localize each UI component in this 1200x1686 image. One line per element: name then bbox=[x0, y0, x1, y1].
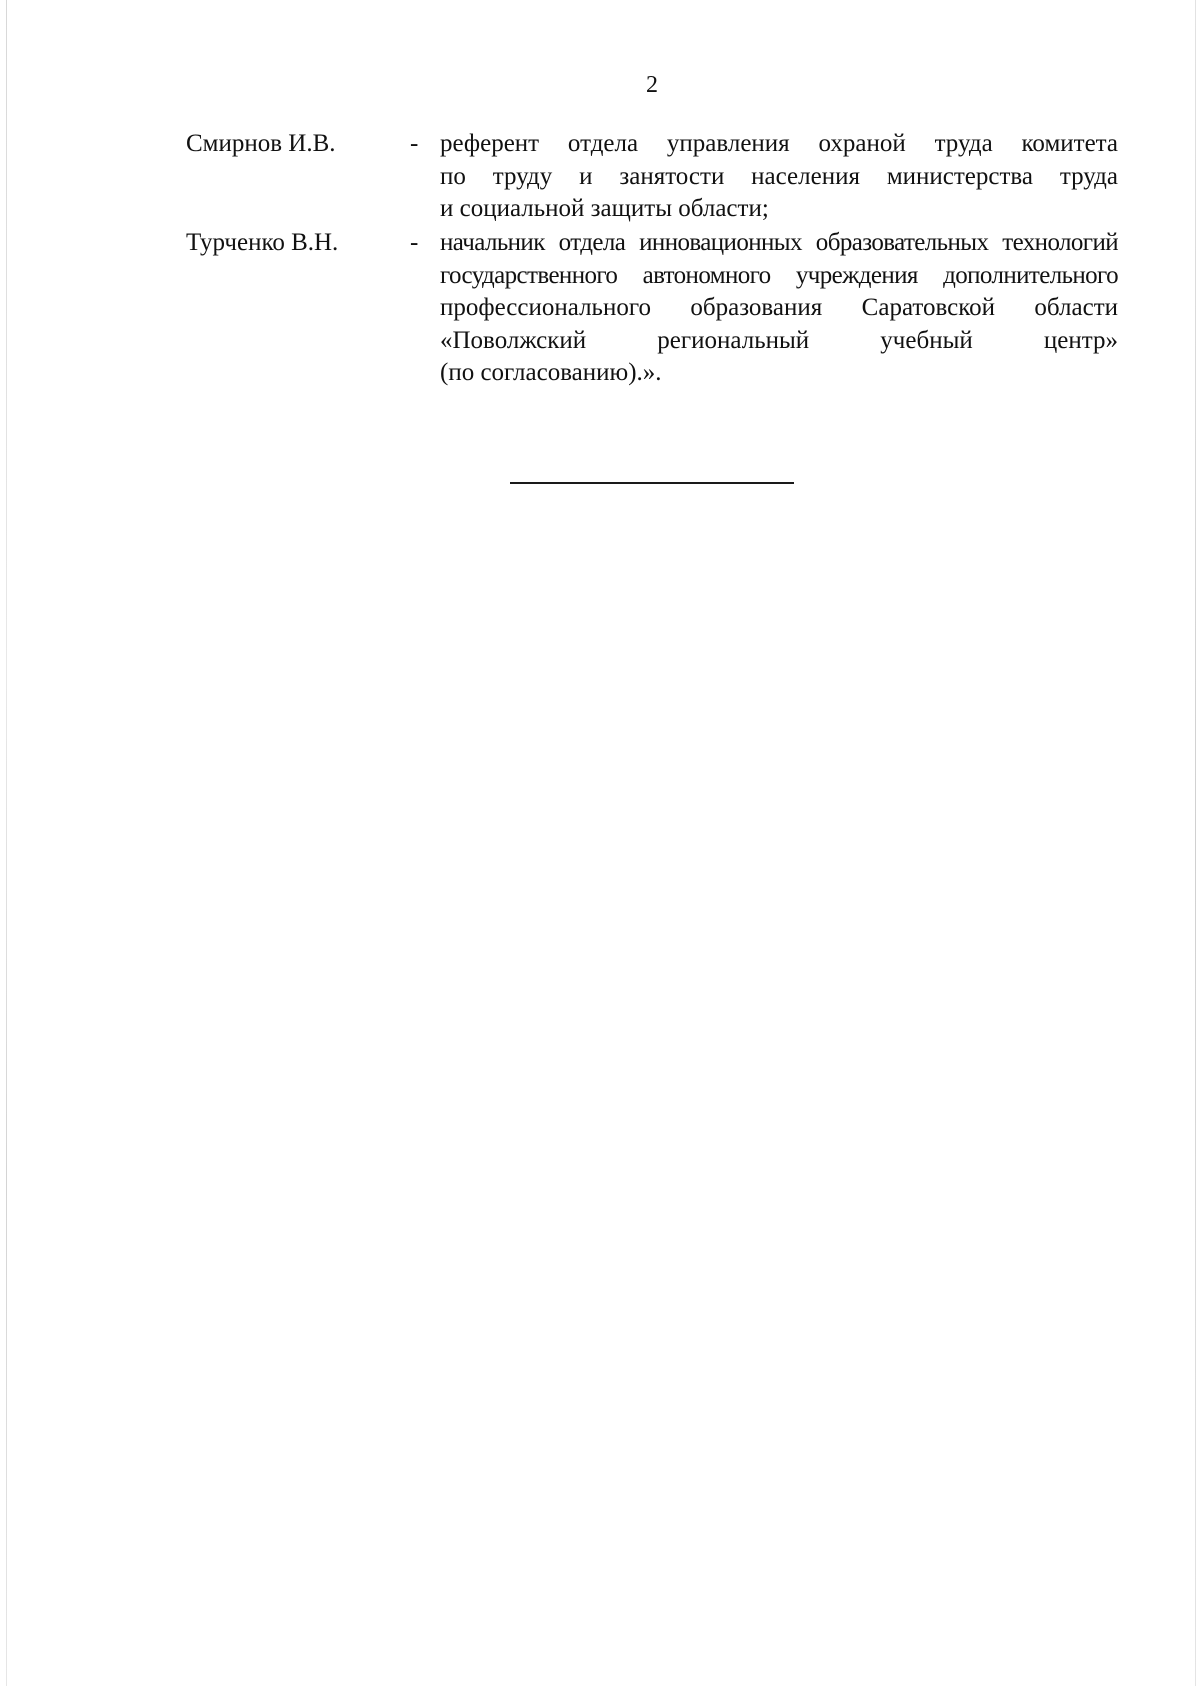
scan-edge-left bbox=[6, 0, 7, 1686]
description-line: профессионального образования Саратовской области bbox=[440, 294, 1118, 321]
person-name: Турченко В.Н. bbox=[186, 229, 339, 256]
page-number: 2 bbox=[646, 72, 658, 98]
description-line: «Поволжский региональный учебный центр» bbox=[440, 326, 1118, 354]
closing-rule bbox=[510, 482, 794, 484]
dash-separator: - bbox=[410, 130, 419, 157]
position-description bbox=[440, 128, 1118, 226]
dash-separator: - bbox=[410, 229, 419, 256]
description-line: референт отдела управления охраной труда комитета bbox=[440, 130, 1118, 157]
position-description bbox=[440, 227, 1118, 390]
description-line: (по согласованию).». bbox=[440, 359, 662, 386]
description-line: по труду и занятости населения министерства труда bbox=[440, 162, 1118, 190]
scan-edge-right bbox=[1195, 0, 1196, 1686]
description-line: начальник отдела инновационных образовательных технологий bbox=[440, 229, 1118, 256]
description-line: и социальной защиты области; bbox=[440, 195, 769, 222]
person-name: Смирнов И.В. bbox=[186, 130, 336, 157]
description-line: государственного автономного учреждения дополнительного bbox=[440, 261, 1118, 289]
